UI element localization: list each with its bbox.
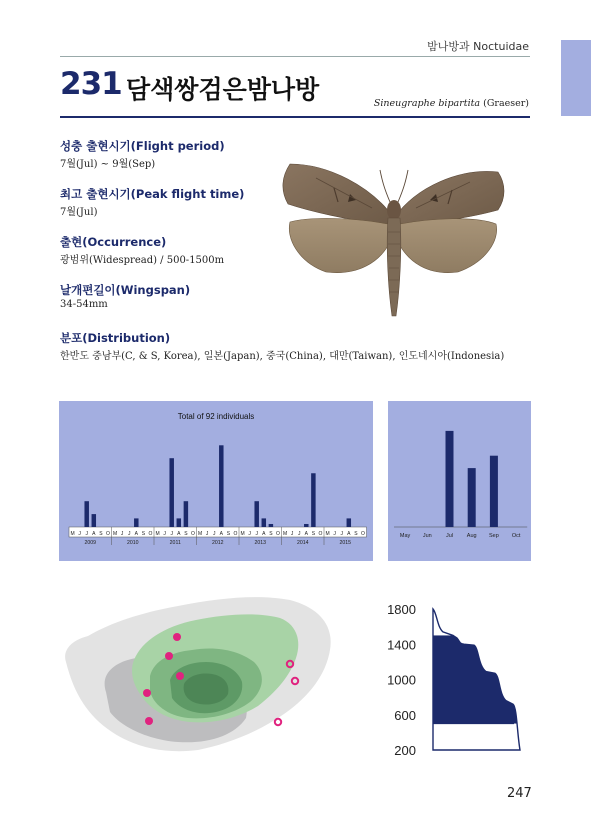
yearly-monthly-chart [59, 401, 373, 561]
monthly-total-chart [388, 401, 531, 561]
altitude-tick-label: 200 [394, 743, 416, 758]
wingspan-value: 34-54mm [60, 299, 108, 310]
month-tick-label: May [399, 533, 411, 539]
occurrence-heading: 출현(Occurrence) [60, 235, 167, 249]
chart1-bars [84, 445, 351, 527]
occurrence-point [176, 672, 184, 680]
month-tick-label: M [197, 531, 203, 537]
month-tick-label: M [155, 531, 160, 537]
month-tick-label: M [282, 531, 288, 537]
peak-flight-value: 7월(Jul) [60, 207, 98, 218]
occurrence-value: 광범위(Widespread) / 500-1500m [60, 255, 225, 266]
month-tick-label: O [361, 531, 365, 537]
month-tick-label: J [170, 531, 173, 537]
chart2-bars [446, 431, 498, 527]
month-tick-label: A [347, 531, 351, 537]
species-korean-name: 담색쌍검은밤나방 [126, 75, 320, 104]
month-tick-label: A [177, 531, 181, 537]
month-tick-label: M [240, 531, 245, 537]
month-tick-label: Sep [489, 533, 499, 539]
distribution-map [58, 592, 348, 762]
species-number: 231 [60, 66, 122, 102]
month-tick-label: S [354, 531, 358, 537]
occurrence-point [173, 633, 181, 641]
bar [311, 473, 315, 527]
year-tick-label: 2012 [211, 540, 224, 546]
flight-period-value: 7월(Jul) ~ 9월(Sep) [60, 159, 156, 170]
bar [177, 518, 181, 527]
month-tick-label: J [340, 531, 343, 537]
year-tick-label: 2013 [254, 540, 267, 546]
bar [262, 518, 266, 527]
scientific-author: (Graeser) [483, 98, 529, 109]
month-tick-label: A [134, 531, 138, 537]
month-tick-label: O [106, 531, 110, 537]
distribution-value: 한반도 중남부(C, & S, Korea), 일본(Japan), 중국(China), 대만(Taiwan), 인도네시아(Indonesia) [60, 351, 505, 362]
month-tick-label: J [78, 531, 81, 537]
altitude-tick-label: 1000 [387, 672, 416, 688]
year-tick-label: 2009 [84, 540, 97, 546]
month-tick-label: A [92, 531, 96, 537]
month-tick-label: Jul [445, 533, 454, 539]
title-rule [60, 116, 530, 118]
month-tick-label: O [276, 531, 280, 537]
bar [490, 456, 498, 527]
bar [304, 524, 308, 527]
month-tick-label: S [311, 531, 316, 537]
month-tick-label: J [248, 531, 251, 537]
bar [254, 501, 258, 527]
occurrence-point [145, 717, 153, 725]
month-tick-label: S [99, 531, 103, 537]
month-tick-label: J [333, 531, 336, 537]
altitude-tick-label: 600 [394, 707, 416, 723]
month-tick-label: Oct [511, 533, 521, 539]
year-tick-label: 2011 [169, 540, 181, 546]
bar [134, 518, 138, 527]
year-tick-label: 2014 [296, 540, 309, 546]
chart2-axis [394, 527, 527, 539]
bar [184, 501, 188, 527]
month-tick-label: A [219, 531, 223, 537]
section-tab [561, 40, 591, 116]
distribution-heading: 분포(Distribution) [60, 331, 171, 345]
bar [219, 445, 223, 527]
bar [446, 431, 454, 527]
bar [84, 501, 88, 527]
month-tick-label: O [233, 531, 238, 537]
month-tick-label: J [85, 531, 88, 537]
altitude-tick-label: 1800 [387, 602, 416, 617]
month-tick-label: J [205, 531, 209, 537]
altitude-profile-chart [384, 596, 524, 760]
scientific-binomial: Sineugraphe bipartita [373, 98, 481, 109]
occurrence-ring [275, 719, 281, 725]
month-tick-label: J [297, 531, 301, 537]
month-tick-label: M [325, 531, 330, 537]
month-tick-label: J [120, 531, 124, 537]
moth-specimen-image [276, 158, 510, 324]
bar [468, 468, 476, 527]
month-tick-label: S [184, 531, 188, 537]
month-tick-label: J [290, 531, 294, 537]
chart1-axis [69, 527, 367, 546]
month-tick-label: M [70, 531, 75, 537]
family-label: 밤나방과 Noctuidae [427, 40, 529, 53]
scientific-name [374, 98, 529, 109]
bar [92, 514, 96, 527]
peak-flight-heading: 최고 출현시기(Peak flight time) [60, 187, 245, 201]
month-tick-label: O [148, 531, 153, 537]
month-tick-label: J [212, 531, 216, 537]
flight-period-heading: 성충 출현시기(Flight period) [60, 139, 225, 153]
bar [269, 524, 273, 527]
year-tick-label: 2010 [126, 540, 139, 546]
occurrence-point [165, 652, 173, 660]
month-tick-label: S [141, 531, 146, 537]
bar [169, 458, 173, 527]
bar [347, 518, 351, 527]
summit-zone [184, 673, 229, 704]
month-tick-label: J [163, 531, 166, 537]
month-tick-label: Aug [466, 533, 477, 539]
month-tick-label: S [269, 531, 273, 537]
month-tick-label: J [255, 531, 258, 537]
month-tick-label: O [318, 531, 323, 537]
month-tick-label: J [127, 531, 131, 537]
month-tick-label: Jun [422, 533, 432, 539]
month-tick-label: S [226, 531, 231, 537]
year-tick-label: 2015 [339, 540, 352, 546]
altitude-tick-label: 1400 [387, 637, 416, 653]
altitude-ticks [387, 602, 416, 758]
month-tick-label: O [191, 531, 195, 537]
month-tick-label: A [262, 531, 266, 537]
occurrence-point [143, 689, 151, 697]
wingspan-heading: 날개편길이(Wingspan) [60, 283, 191, 297]
month-tick-label: A [304, 531, 308, 537]
header-rule [60, 56, 530, 57]
page-number: 247 [507, 786, 532, 801]
month-tick-label: M [112, 531, 118, 537]
chart-title: Total of 92 individuals [177, 412, 255, 421]
